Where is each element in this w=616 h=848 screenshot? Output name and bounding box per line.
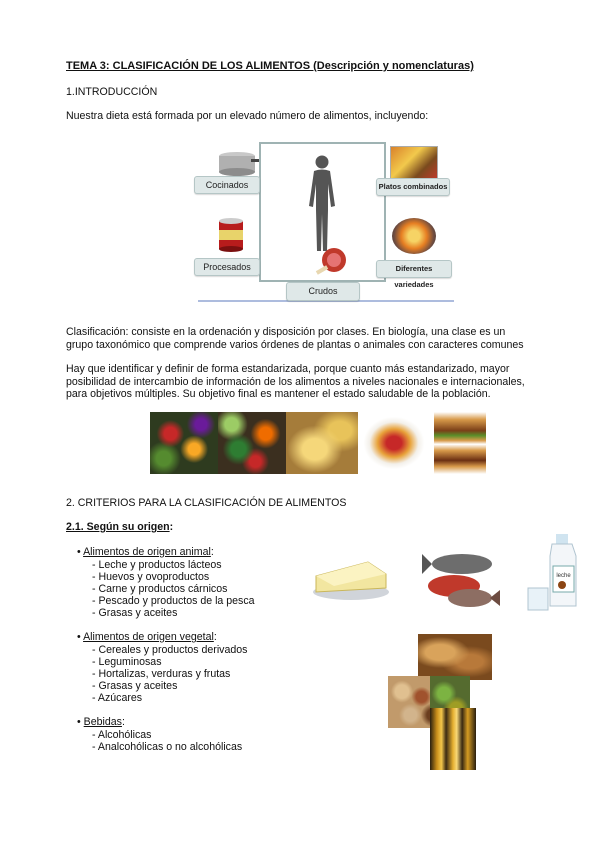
vegetal-label: Alimentos de origen vegetal [83, 631, 214, 643]
bullet-icon: • [77, 631, 81, 643]
clasificacion-line: grupo taxonómico que comprende varios órdenes de plantas o animales con caracteres comunes [66, 338, 524, 351]
animal-item: - Huevos y ovoproductos [92, 571, 210, 583]
bullet-icon: • [77, 546, 81, 558]
animal-item: - Pescado y productos de la pesca [92, 595, 255, 607]
intro-text: Nuestra dieta está formada por un elevado número de alimentos, incluyendo: [66, 110, 429, 122]
intro-heading: 1.INTRODUCCIÓN [66, 86, 158, 98]
bebidas-item: - Alcohólicas [92, 729, 152, 741]
bebidas-heading [77, 716, 125, 729]
vegetal-item: - Cereales y productos derivados [92, 644, 248, 656]
ham-icon [314, 246, 348, 276]
food-types-diagram [190, 138, 460, 303]
bullet-icon: • [77, 716, 81, 728]
box-diferentes-variedades: Diferentes variedades [376, 260, 452, 278]
vegetal-item: - Grasas y aceites [92, 680, 178, 692]
animal-item: - Carne y productos cárnicos [92, 583, 228, 595]
olive-oil-photo [430, 708, 476, 770]
page-title: TEMA 3: CLASIFICACIÓN DE LOS ALIMENTOS (Descripción y nomenclaturas) [66, 60, 474, 72]
vegetal-colon: : [213, 631, 217, 643]
food-photo-strip [150, 412, 486, 474]
variety-dishes-image [392, 218, 436, 254]
spaghetti-photo [358, 412, 430, 474]
vegetal-item: - Hortalizas, verduras y frutas [92, 668, 231, 680]
clasificacion-paragraph [66, 326, 524, 351]
cooking-pot-icon [215, 148, 259, 176]
animal-item: - Grasas y aceites [92, 607, 178, 619]
animal-item: - Leche y productos lácteos [92, 559, 222, 571]
estandarizar-line: posibilidad de intercambio de información de los alimentos a niveles nacionales e internacionales, [66, 375, 525, 388]
combined-dishes-image [390, 146, 438, 180]
estandarizar-paragraph [66, 363, 525, 401]
vegetal-item: - Azúcares [92, 692, 143, 704]
fish-icon [420, 546, 500, 612]
cheese-wedge-icon [308, 552, 394, 604]
box-platos-combinados: Platos combinados [376, 178, 450, 196]
vegetal-item: - Leguminosas [92, 656, 162, 668]
bebidas-label: Bebidas [83, 716, 122, 728]
vegetables-photo [218, 412, 286, 474]
vegetal-heading [77, 631, 217, 644]
estandarizar-line: para objetivos múltiples. Su objetivo final es mantener el estado saludable de la población. [66, 388, 491, 401]
cheese-photo [286, 412, 358, 474]
estandarizar-line: Hay que identificar y definir de forma estandarizada, porque cuanto más estandarizado, mayor [66, 363, 510, 375]
box-crudos: Crudos [286, 282, 360, 301]
human-silhouette-icon [304, 154, 340, 254]
milk-bottle-icon [526, 530, 580, 614]
clasificacion-line: Clasificación: consiste en la ordenación y disposición por clases. En biología, una clase es un [66, 326, 506, 338]
animal-colon: : [210, 546, 214, 558]
bread-photo [418, 634, 492, 680]
bebidas-item: - Analcohólicas o no alcohólicas [92, 741, 243, 753]
criterios-heading: 2. CRITERIOS PARA LA CLASIFICACIÓN DE ALIMENTOS [66, 497, 347, 509]
fruits-photo [150, 412, 218, 474]
sandwiches-photo [434, 412, 486, 474]
bebidas-colon: : [121, 716, 125, 728]
canned-food-icon [218, 218, 244, 252]
animal-heading [77, 546, 214, 559]
subheading-origen-colon: : [169, 521, 174, 533]
milk-label: leche [556, 573, 571, 579]
subheading-origen-label: 2.1. Según su origen [66, 521, 170, 533]
subheading-origen [66, 521, 173, 534]
box-procesados: Procesados [194, 258, 260, 276]
animal-label: Alimentos de origen animal [83, 546, 211, 558]
box-cocinados: Cocinados [194, 176, 260, 194]
